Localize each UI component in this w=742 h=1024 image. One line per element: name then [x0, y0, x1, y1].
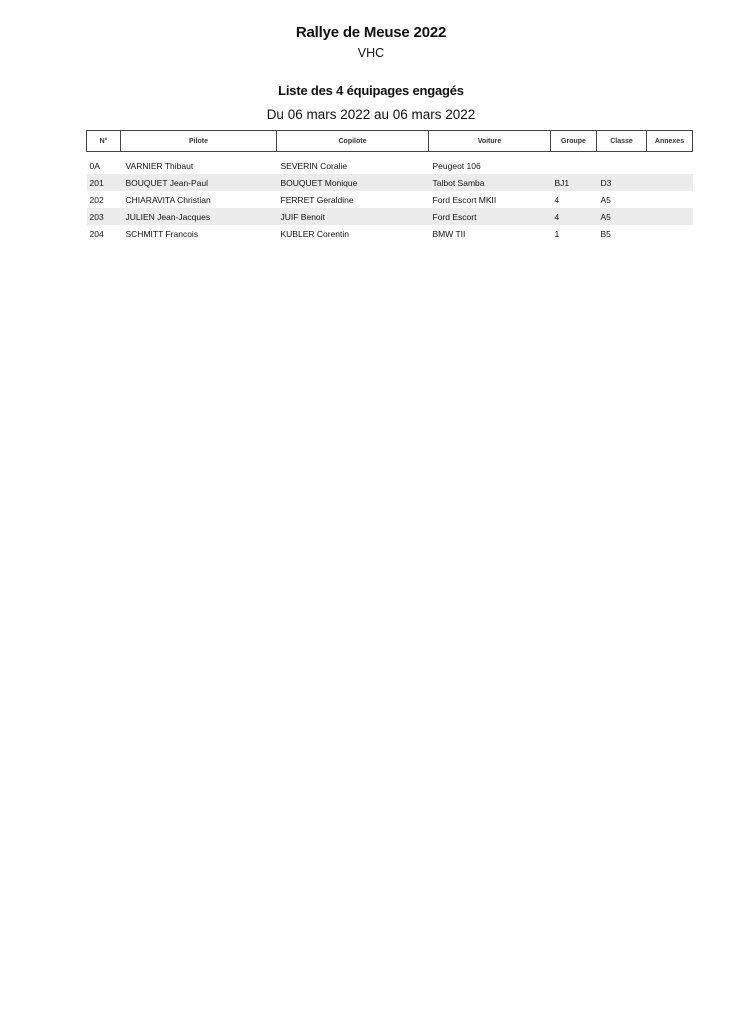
- cell-classe: B5: [600, 228, 611, 239]
- entries-table: [86, 130, 693, 242]
- cell-voiture: Ford Escort: [429, 208, 551, 225]
- header-copilote: Copilote: [277, 131, 429, 152]
- cell-groupe: BJ1: [551, 174, 597, 191]
- cell-groupe: 1: [554, 228, 560, 239]
- cell-copilote: JUIF Benoit: [277, 208, 429, 225]
- cell-pilote: CHIARAVITA Christian: [125, 194, 211, 205]
- cell-annexes: [647, 225, 693, 242]
- cell-groupe: 4: [551, 208, 597, 225]
- document-subtitle: VHC: [357, 46, 385, 60]
- cell-classe: D3: [597, 174, 647, 191]
- cell-pilote: JULIEN Jean-Jacques: [121, 208, 277, 225]
- table-row: [87, 191, 693, 208]
- table-row: [87, 157, 693, 174]
- table-row: [87, 208, 693, 225]
- cell-copilote: BOUQUET Monique: [277, 174, 429, 191]
- cell-pilote: BOUQUET Jean-Paul: [121, 174, 277, 191]
- cell-classe: A5: [600, 194, 611, 205]
- cell-voiture: Ford Escort MKII: [432, 194, 497, 205]
- cell-copilote: FERRET Geraldine: [280, 194, 354, 205]
- cell-classe: [597, 157, 647, 174]
- list-title: Liste des 4 équipages engagés: [278, 83, 464, 98]
- cell-copilote: KUBLER Corentin: [280, 228, 350, 239]
- header-pilote: Pilote: [121, 131, 277, 152]
- table-body: [87, 157, 693, 242]
- header-row: [87, 131, 693, 152]
- cell-num: 204: [89, 228, 104, 239]
- cell-num: 0A: [89, 160, 100, 171]
- cell-voiture: Peugeot 106: [432, 160, 481, 171]
- header-voiture: Voiture: [429, 131, 551, 152]
- date-range: Du 06 mars 2022 au 06 mars 2022: [266, 107, 476, 122]
- cell-num: 202: [89, 194, 104, 205]
- table-row: [87, 174, 693, 191]
- cell-voiture: BMW TII: [432, 228, 466, 239]
- cell-annexes: [647, 157, 693, 174]
- document-title: Rallye de Meuse 2022: [295, 24, 447, 41]
- table-row: [87, 225, 693, 242]
- header-annexes: Annexes: [647, 131, 693, 152]
- table-header: [87, 131, 693, 158]
- cell-num: 203: [87, 208, 121, 225]
- header-classe: Classe: [597, 131, 647, 152]
- header-groupe: Groupe: [551, 131, 597, 152]
- cell-annexes: [647, 174, 693, 191]
- cell-groupe: [551, 157, 597, 174]
- cell-groupe: 4: [554, 194, 560, 205]
- cell-classe: A5: [597, 208, 647, 225]
- cell-pilote: VARNIER Thibaut: [125, 160, 194, 171]
- cell-copilote: SEVERIN Coralie: [280, 160, 348, 171]
- cell-annexes: [647, 208, 693, 225]
- cell-voiture: Talbot Samba: [429, 174, 551, 191]
- header-num: N°: [87, 131, 121, 152]
- cell-pilote: SCHMITT Francois: [125, 228, 199, 239]
- cell-num: 201: [87, 174, 121, 191]
- cell-annexes: [647, 191, 693, 208]
